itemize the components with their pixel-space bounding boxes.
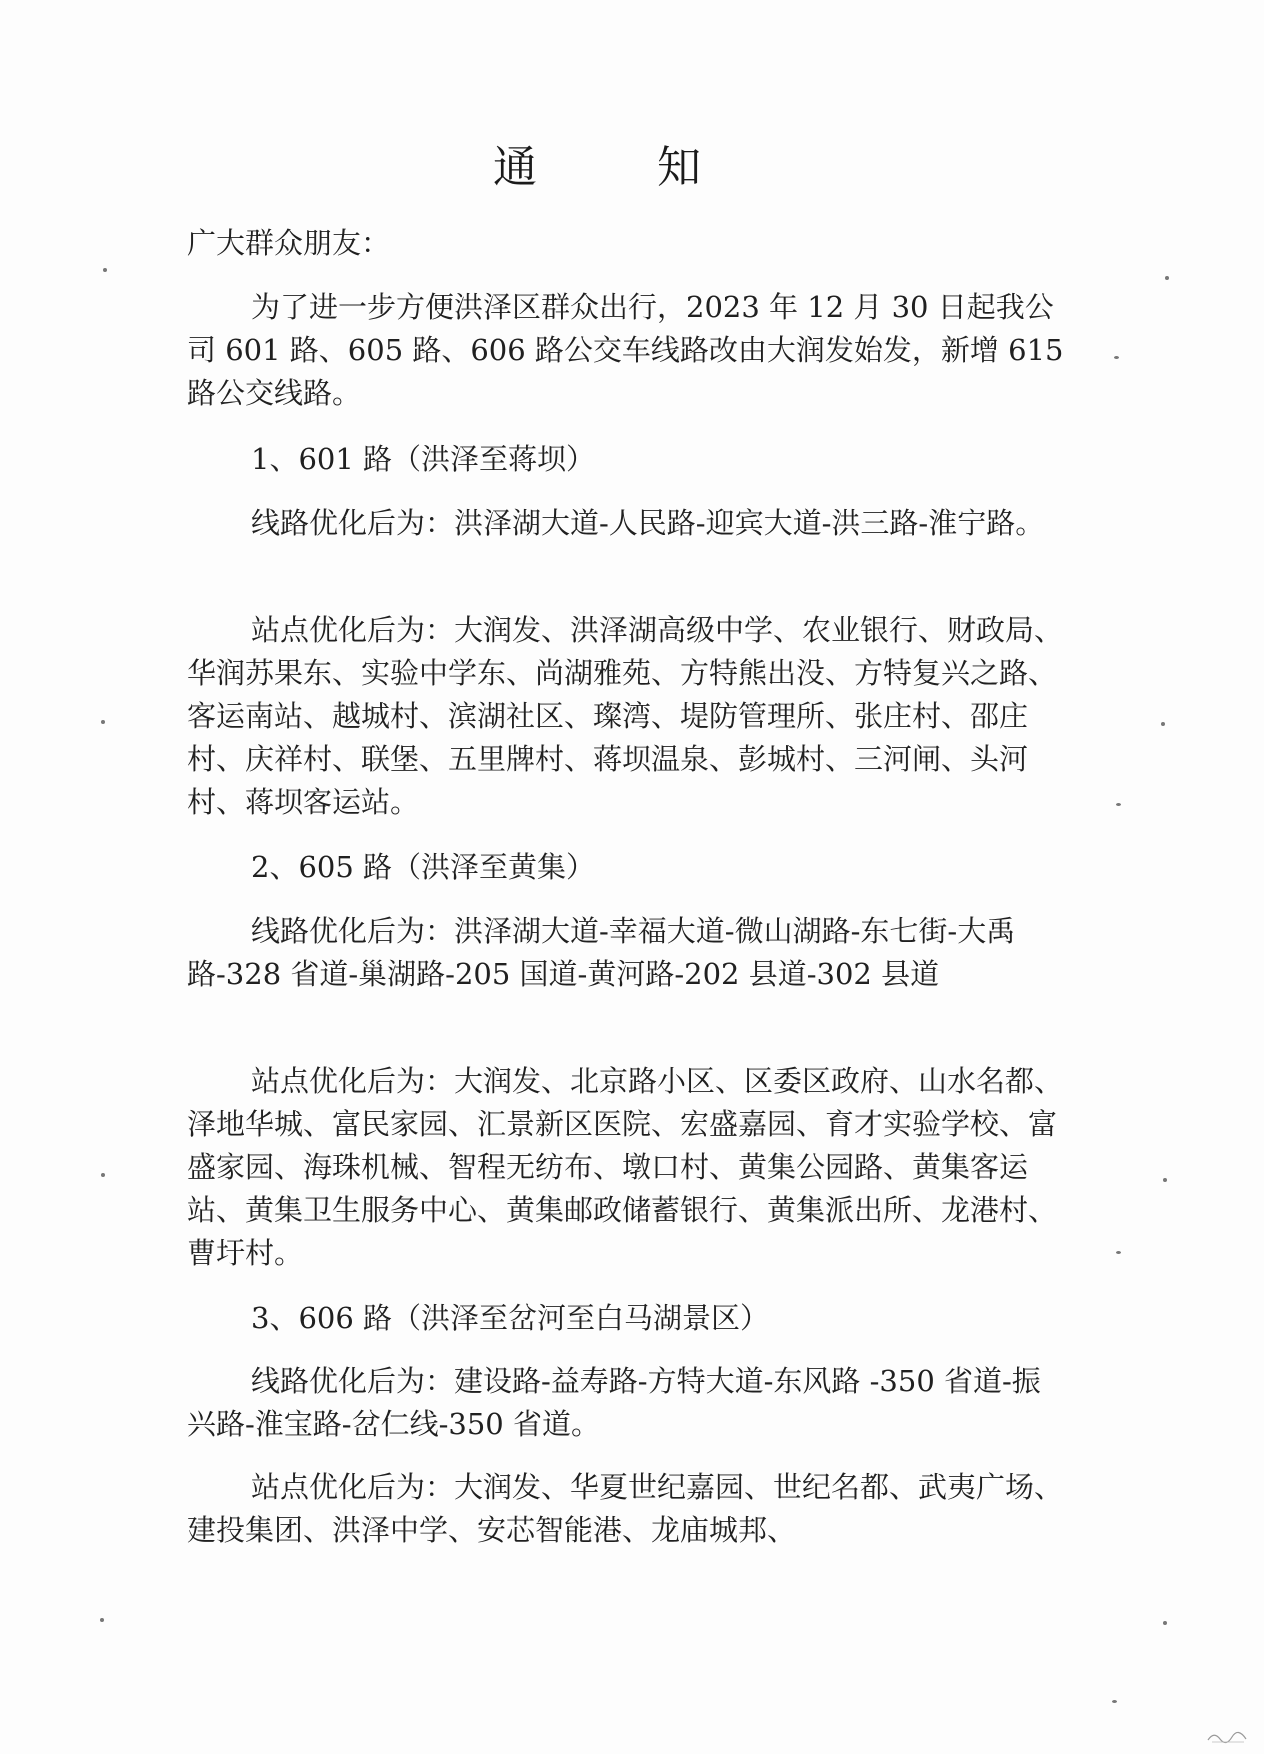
section-2-route: 线路优化后为：洪泽湖大道-幸福大道-微山湖路-东七街-大禹路-328 省道-巢湖路-205 国道-黄河路-202 县道-302 县道 — [187, 914, 1016, 991]
intro-paragraph: 为了进一步方便洪泽区群众出行，2023 年 12 月 30 日起我公司 601 路、605 路、606 路公交车线路改由大润发始发，新增 615 路公交线路。 — [187, 290, 1064, 410]
scan-speck — [100, 1618, 104, 1622]
section-3-route: 线路优化后为：建设路-益寿路-方特大道-东风路 -350 省道-振兴路-淮宝路-岔仁线-350 省道。 — [187, 1364, 1041, 1441]
section-3-heading: 3、606 路（洪泽至岔河至白马湖景区） — [251, 1301, 770, 1335]
section-1-stops: 站点优化后为：大润发、洪泽湖高级中学、农业银行、财政局、华润苏果东、实验中学东、尚湖雅苑、方特熊出没、方特复兴之路、客运南站、越城村、滨湖社区、璨湾、堤防管理所、张庄村、邵庄村、庆祥村、联堡、五里牌村、蒋坝温泉、彭城村、三河闸、头河村、蒋坝客运站。 — [187, 613, 1064, 819]
scan-speck — [1163, 1178, 1167, 1182]
scanner-watermark-icon — [1206, 1728, 1250, 1744]
scan-speck — [101, 1173, 105, 1177]
section-1-heading: 1、601 路（洪泽至蒋坝） — [251, 442, 596, 476]
scan-speck — [1116, 1251, 1121, 1254]
salutation: 广大群众朋友： — [187, 226, 391, 260]
scan-speck — [1116, 803, 1121, 806]
scan-speck — [1165, 276, 1169, 280]
scan-speck — [101, 720, 105, 724]
scan-speck — [103, 268, 107, 272]
section-2-heading: 2、605 路（洪泽至黄集） — [251, 850, 596, 884]
section-2-stops: 站点优化后为：大润发、北京路小区、区委区政府、山水名都、泽地华城、富民家园、汇景新区医院、宏盛嘉园、育才实验学校、富盛家园、海珠机械、智程无纺布、墩口村、黄集公园路、黄集客运站、黄集卫生服务中心、黄集邮政储蓄银行、黄集派出所、龙港村、曹圩村。 — [187, 1064, 1064, 1270]
scan-speck — [1161, 722, 1165, 726]
document-title: 通 知 — [493, 142, 739, 193]
section-3-stops: 站点优化后为：大润发、华夏世纪嘉园、世纪名都、武夷广场、建投集团、洪泽中学、安芯智能港、龙庙城邦、 — [187, 1470, 1064, 1547]
scan-speck — [1112, 1700, 1117, 1703]
section-1-route: 线路优化后为：洪泽湖大道-人民路-迎宾大道-洪三路-淮宁路。 — [251, 506, 1045, 540]
scan-speck — [1163, 1621, 1167, 1625]
scan-speck — [1114, 356, 1119, 359]
